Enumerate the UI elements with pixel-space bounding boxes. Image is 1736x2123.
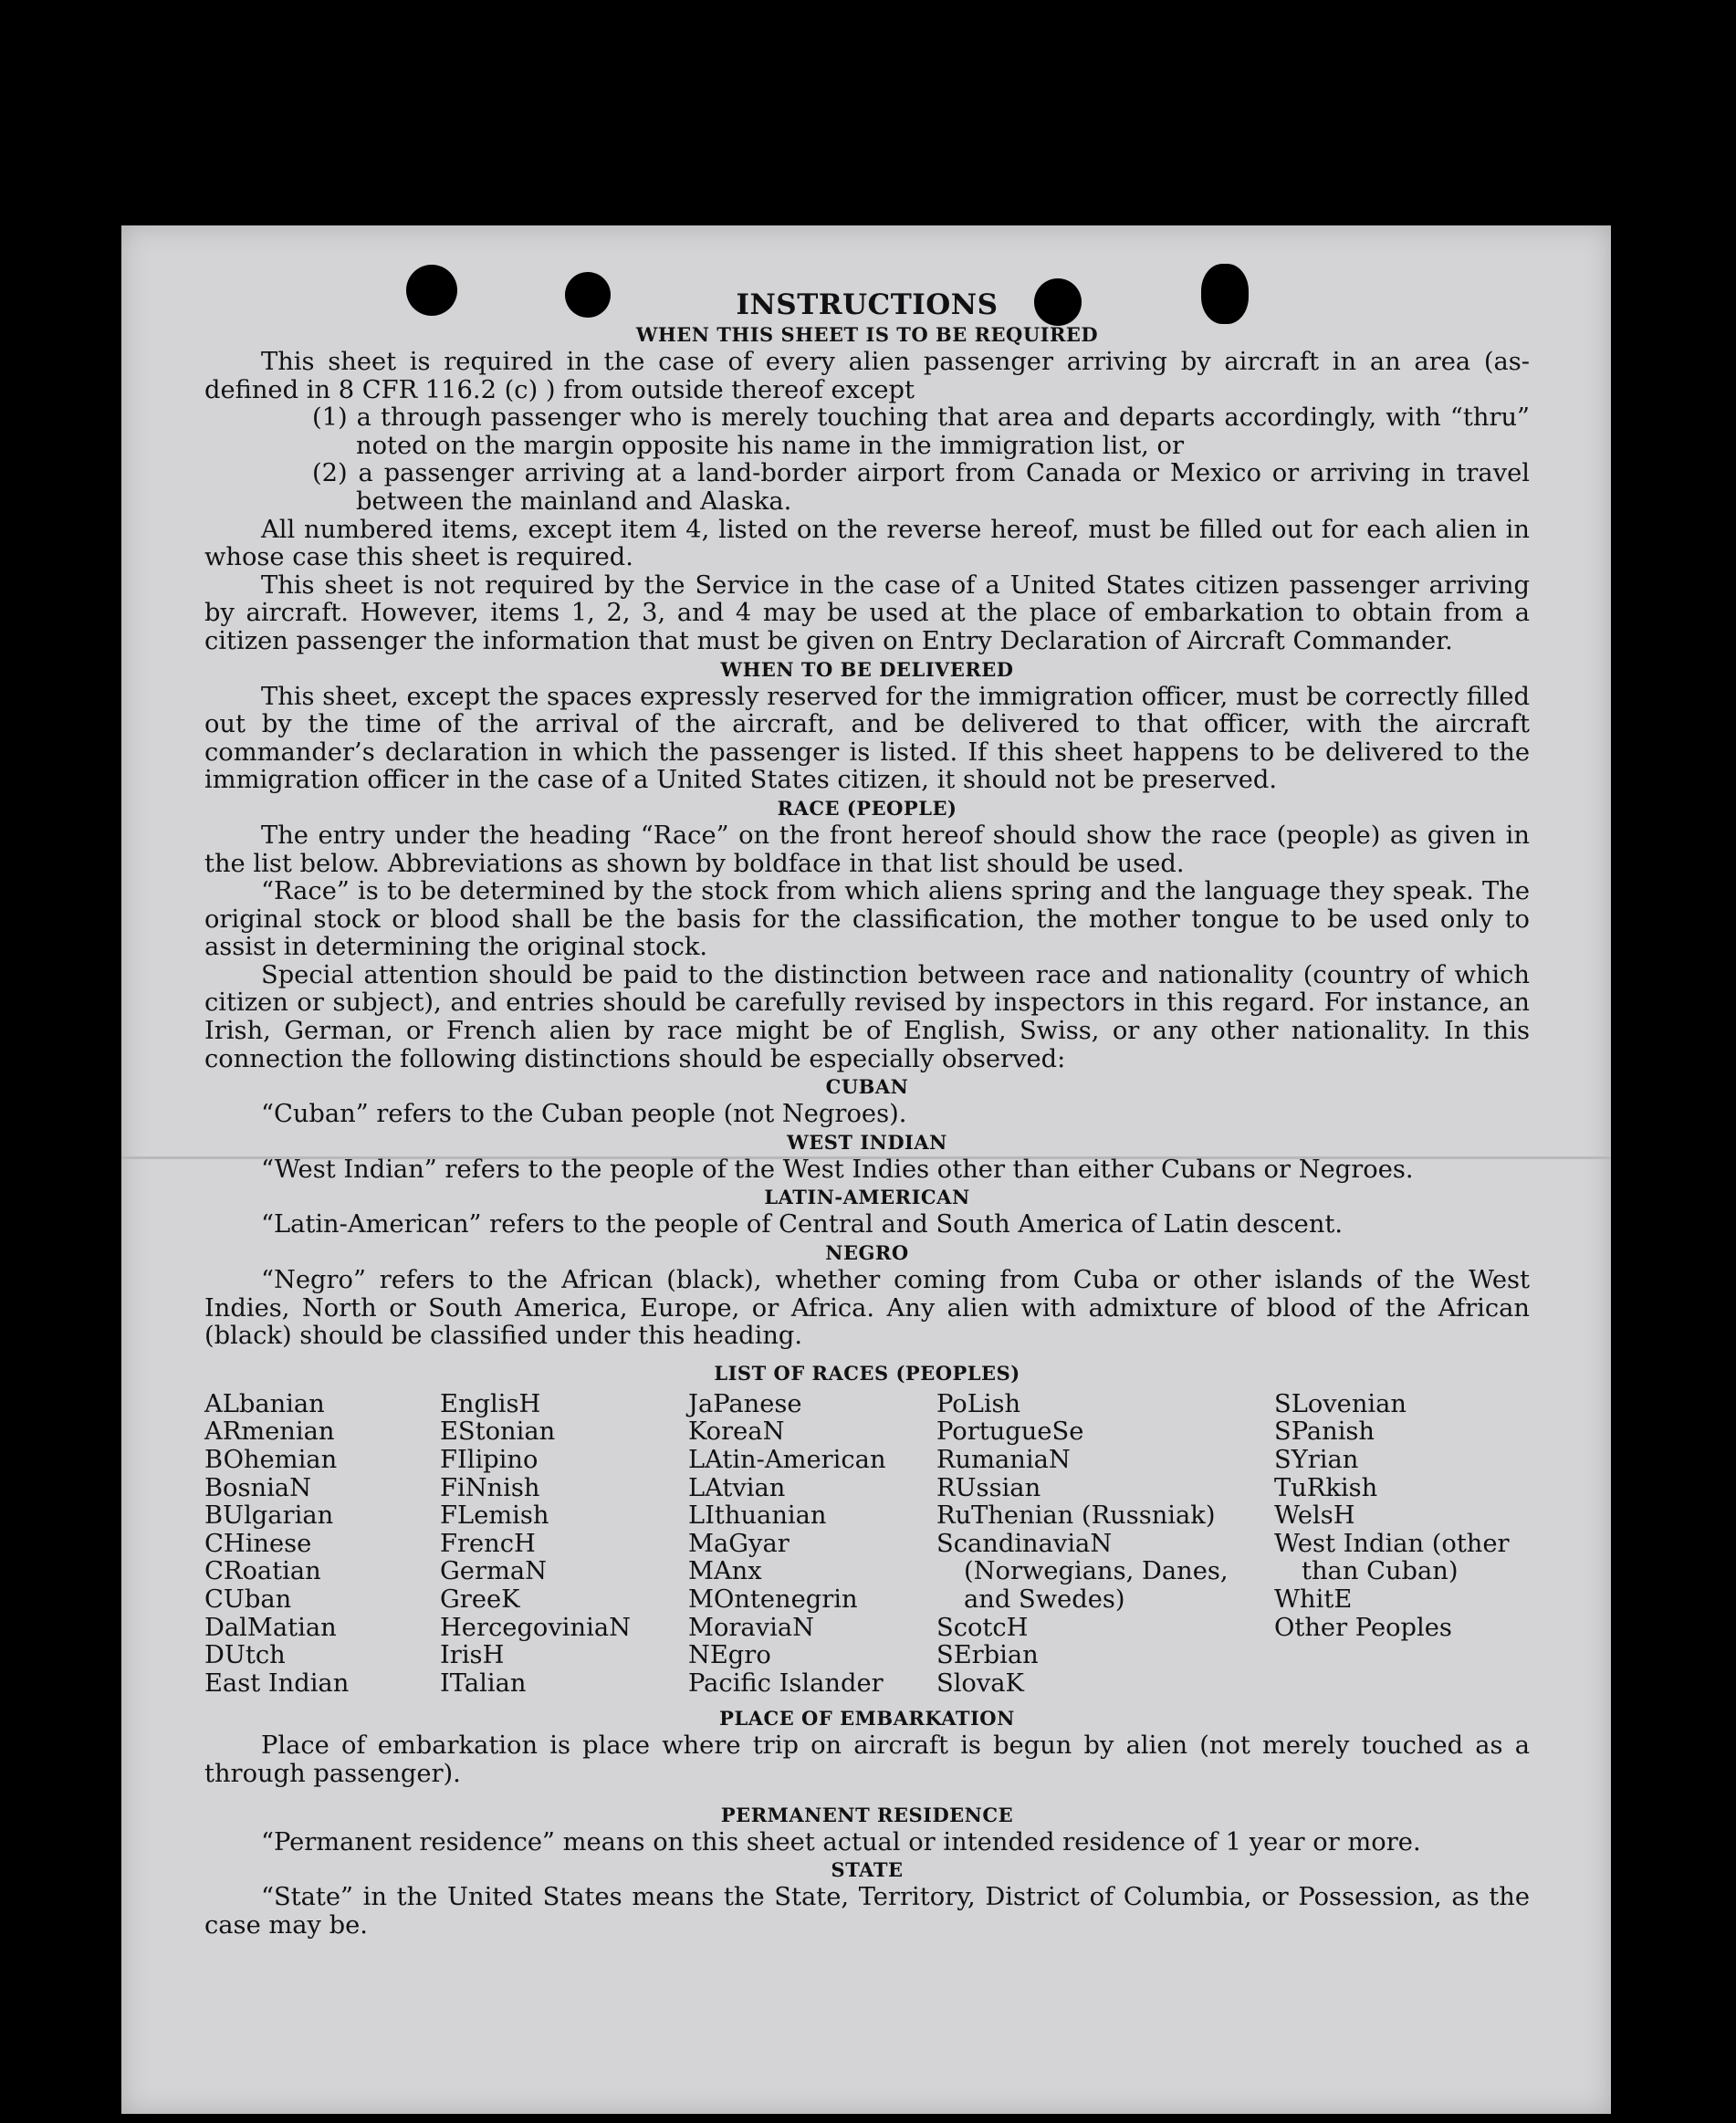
section-heading-when-required: WHEN THIS SHEET IS TO BE REQUIRED: [635, 323, 1099, 346]
race-item: RumaniaN: [936, 1446, 1071, 1474]
race-item: CRoatian: [204, 1557, 321, 1586]
race-item: SLovenian: [1274, 1389, 1407, 1418]
race-column: [1274, 1391, 1530, 1699]
race-item: SlovaK: [936, 1668, 1024, 1698]
race-item: SErbian: [936, 1641, 1039, 1670]
race-item: LAtvian: [688, 1473, 786, 1502]
race-item: FiNnish: [440, 1473, 540, 1502]
section-heading-list-of-races: LIST OF RACES (PEOPLES): [714, 1361, 1020, 1385]
race-item: ARmenian: [204, 1417, 335, 1447]
race-item: HercegoviniaN: [440, 1613, 631, 1642]
race-item: Other Peoples: [1274, 1613, 1452, 1642]
race-item: BUlgarian: [204, 1501, 334, 1531]
section-heading-cuban: CUBAN: [825, 1075, 909, 1099]
paragraph: This sheet is not required by the Service in the case of a United States citizen passenger arriving by aircraft. However, items 1, 2, 3, and 4 may be used at the place of embarkation to obtain from a citizen passenger the information that must be given on Entry Declaration of Aircraft Commander.: [204, 570, 1530, 655]
race-item: RUssian: [936, 1473, 1041, 1502]
race-item: EnglisH: [440, 1389, 541, 1418]
race-item: West Indian (other than Cuban): [1274, 1529, 1510, 1586]
race-item: LAtin-American: [688, 1446, 886, 1474]
list-item: (2) a passenger arriving at a land-border airport from Canada or Mexico or arriving in travel between the mainland and Alaska.: [312, 459, 1530, 516]
paragraph: This sheet is required in the case of every alien passenger arriving by aircraft in an area (as-defined in 8 CFR 116.2 (c) ) from outside thereof except: [204, 348, 1530, 404]
paragraph: This sheet, except the spaces expressly reserved for the immigration officer, must be correctly filled out by the time of the arrival of the aircraft, and be delivered to that officer, with the aircraft commander’s declaration in which the passenger is listed. If this sheet happens to be delivered to the immigration officer in the case of a United States citizen, it should not be preserved.: [204, 682, 1530, 795]
race-item: FrencH: [440, 1529, 536, 1558]
race-column: [440, 1391, 688, 1699]
paragraph: “Cuban” refers to the Cuban people (not Negroes).: [261, 1100, 907, 1129]
paragraph: All numbered items, except item 4, listed on the reverse hereof, must be filled out for each alien in whose case this sheet is required.: [204, 515, 1530, 572]
race-item: GermaN: [440, 1557, 548, 1586]
race-item: LIthuanian: [688, 1501, 827, 1531]
race-column: [936, 1391, 1274, 1699]
paragraph: The entry under the heading “Race” on the front hereof should show the race (people) as given in the list below. Abbreviations as shown by boldface in that list should be used.: [204, 821, 1530, 878]
race-item: RuThenian (Russniak): [936, 1501, 1216, 1531]
section-heading-state: STATE: [831, 1858, 904, 1882]
race-item: WhitE: [1274, 1584, 1353, 1614]
race-item: MOntenegrin: [688, 1584, 858, 1614]
instruction-sheet: [121, 225, 1611, 2114]
section-heading-latin-american: LATIN-AMERICAN: [764, 1186, 970, 1209]
race-item: TuRkish: [1274, 1473, 1378, 1502]
section-heading-embarkation: PLACE OF EMBARKATION: [719, 1707, 1015, 1731]
race-item: CHinese: [204, 1529, 312, 1558]
race-item: SYrian: [1274, 1446, 1359, 1474]
race-item: WelsH: [1274, 1501, 1355, 1531]
section-heading-race: RACE (PEOPLE): [777, 796, 957, 820]
paragraph: “Permanent residence” means on this sheet actual or intended residence of 1 year or more.: [261, 1827, 1421, 1856]
race-item: FIlipino: [440, 1446, 539, 1474]
paragraph: “Race” is to be determined by the stock from which aliens spring and the language they speak. The original stock or blood shall be the basis for the classification, the mother tongue to be used only to assist in determining the original stock.: [204, 877, 1530, 962]
race-item: BosniaN: [204, 1473, 311, 1502]
race-column: [688, 1391, 936, 1699]
race-item: BOhemian: [204, 1446, 338, 1474]
list-item: (1) a through passenger who is merely touching that area and departs accordingly, with “thru” noted on the margin opposite his name in the immigration list, or: [312, 403, 1530, 460]
section-heading-when-delivered: WHEN TO BE DELIVERED: [720, 657, 1014, 681]
section-heading-negro: NEGRO: [825, 1241, 909, 1265]
race-item: Pacific Islander: [688, 1668, 884, 1698]
race-item: MaGyar: [688, 1529, 790, 1558]
paragraph: Place of embarkation is place where trip on aircraft is begun by alien (not merely touched as a through passenger).: [204, 1731, 1530, 1788]
race-item: DUtch: [204, 1641, 286, 1670]
race-item: EStonian: [440, 1417, 556, 1447]
paragraph: “West Indian” refers to the people of the West Indies other than either Cubans or Negroes.: [261, 1155, 1414, 1184]
section-heading-permanent-residence: PERMANENT RESIDENCE: [720, 1803, 1014, 1826]
race-item: ScotcH: [936, 1613, 1029, 1642]
paragraph: Special attention should be paid to the distinction between race and nationality (country of which citizen or subject), and entries should be carefully revised by inspectors in this regard. For instance, an Irish, German, or French alien by race might be of English, Swiss, or any other nationality. In this connection the following distinctions should be especially observed:: [204, 960, 1530, 1073]
race-item: SPanish: [1274, 1417, 1375, 1447]
race-item: PortugueSe: [936, 1417, 1084, 1447]
race-item: PoLish: [936, 1389, 1021, 1418]
race-list: [204, 1391, 1530, 1699]
race-item: GreeK: [440, 1584, 520, 1614]
paragraph: “Latin-American” refers to the people of Central and South America of Latin descent.: [261, 1210, 1344, 1239]
race-item: ALbanian: [204, 1389, 325, 1418]
race-item: IrisH: [440, 1641, 505, 1670]
race-item: East Indian: [204, 1668, 350, 1698]
race-item: JaPanese: [688, 1389, 802, 1418]
race-item: KoreaN: [688, 1417, 785, 1447]
paragraph: “Negro” refers to the African (black), whether coming from Cuba or other islands of the West Indies, North or South America, Europe, or Africa. Any alien with admixture of blood of the African (black) should be classified under this heading.: [204, 1266, 1530, 1351]
page-title: INSTRUCTIONS: [736, 288, 999, 321]
section-heading-west-indian: WEST INDIAN: [787, 1130, 947, 1154]
race-item: MoraviaN: [688, 1613, 815, 1642]
race-item: MAnx: [688, 1557, 762, 1586]
race-item: ScandinaviaN (Norwegians, Danes, and Swedes): [936, 1529, 1229, 1614]
race-column: [204, 1391, 440, 1699]
race-item: NEgro: [688, 1641, 771, 1670]
race-item: DalMatian: [204, 1613, 337, 1642]
race-item: CUban: [204, 1584, 292, 1614]
paragraph: “State” in the United States means the State, Territory, District of Columbia, or Possession, as the case may be.: [204, 1883, 1530, 1940]
race-item: FLemish: [440, 1501, 549, 1531]
race-item: ITalian: [440, 1668, 527, 1698]
instructions-content: [204, 288, 1530, 1940]
